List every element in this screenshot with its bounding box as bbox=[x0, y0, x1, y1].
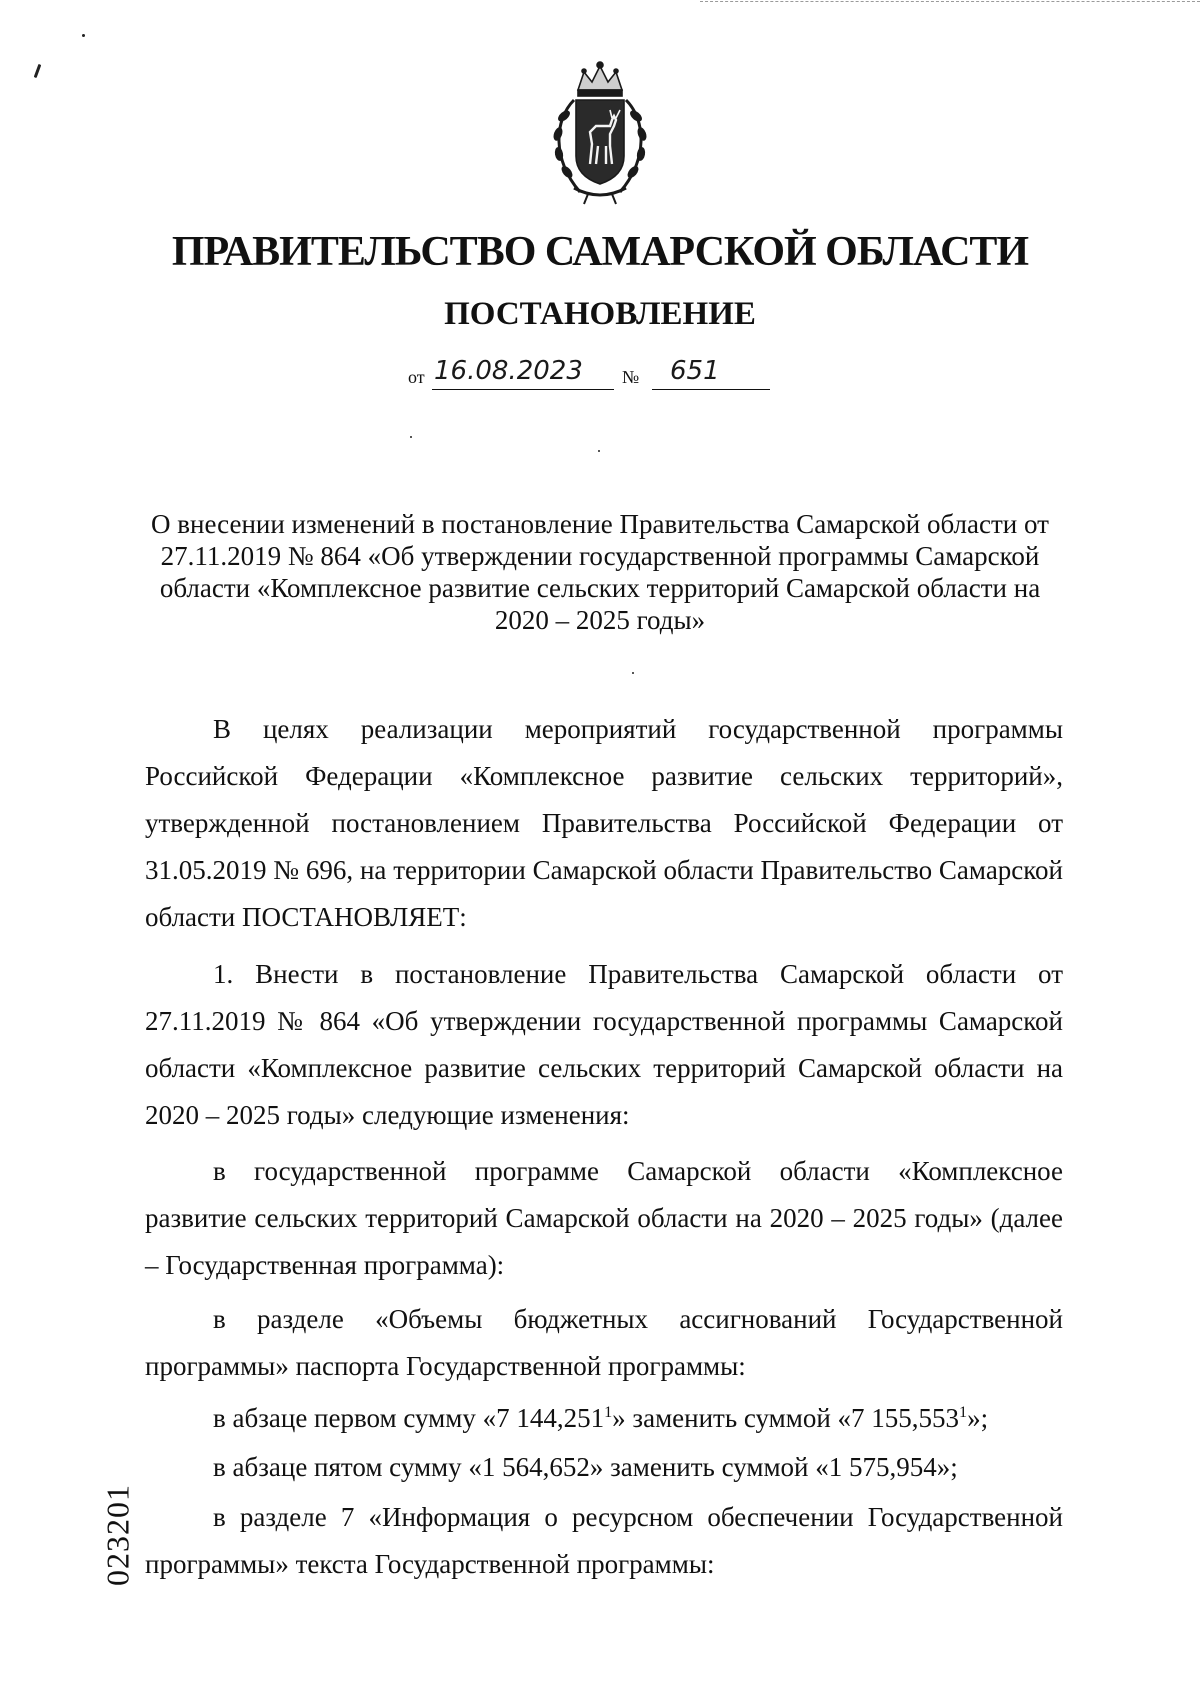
p5-text-middle: » заменить суммой «7 155,553 bbox=[612, 1403, 960, 1433]
date-prefix: от bbox=[408, 367, 425, 387]
date-value: 16.08.2023 bbox=[434, 356, 583, 386]
body-paragraph-5 bbox=[145, 1395, 1063, 1442]
scan-speck bbox=[410, 436, 412, 438]
p5-text-end: »; bbox=[967, 1403, 989, 1433]
scan-speck bbox=[82, 34, 85, 37]
serial-number-text: 023201 bbox=[99, 1484, 136, 1586]
scan-speck bbox=[34, 64, 42, 78]
number-underline bbox=[652, 389, 770, 390]
scan-edge-line bbox=[700, 1, 1200, 3]
body-paragraph-4: в разделе «Объемы бюджетных ассигнований Государственной программы» паспорта Государственной программы: bbox=[145, 1304, 1063, 1381]
body-paragraph-3: в государственной программе Самарской области «Комплексное развитие сельских территорий Самарской области на 2020 – 2025 годы» (далее – Государственная программа): bbox=[145, 1156, 1063, 1280]
body-paragraph-2: 1. Внести в постановление Правительства Самарской области от 27.11.2019 № 864 «Об утверждении государственной программы Самарской области «Комплексное развитие сельских территорий Самарской области на 2020 – 2025 годы» следующие изменения: bbox=[145, 959, 1063, 1130]
footnote-mark: 1 bbox=[959, 1403, 968, 1421]
document-subject: О внесении изменений в постановление Правительства Самарской области от 27.11.2019 № 864 «Об утверждении государственной программы Самарской области «Комплексное развитие сельских территорий Самарской области на 2020 – 2025 годы» bbox=[151, 509, 1049, 635]
body-paragraph-1: В целях реализации мероприятий государственной программы Российской Федерации «Комплексное развитие сельских территорий», утвержденной постановлением Правительства Российской Федерации от 31.05.2019 № 696, на территории Самарской области Правительство Самарской области ПОСТАНОВЛЯЕТ: bbox=[145, 714, 1063, 932]
samara-coat-of-arms-icon bbox=[540, 60, 660, 206]
p5-text-start: в абзаце первом сумму «7 144,251 bbox=[213, 1403, 605, 1433]
document-type: ПОСТАНОВЛЕНИЕ bbox=[444, 296, 756, 332]
footnote-mark: 1 bbox=[604, 1403, 613, 1421]
body-paragraph-6: в абзаце пятом сумму «1 564,652» заменить суммой «1 575,954»; bbox=[213, 1452, 958, 1482]
number-value: 651 bbox=[670, 356, 720, 386]
date-underline bbox=[432, 389, 614, 390]
scan-speck bbox=[598, 450, 600, 452]
form-serial-number bbox=[88, 1450, 148, 1620]
document-reference bbox=[408, 356, 808, 390]
number-prefix: № bbox=[622, 367, 640, 387]
organization-title: ПРАВИТЕЛЬСТВО САМАРСКОЙ ОБЛАСТИ bbox=[171, 229, 1029, 275]
body-paragraph-7: в разделе 7 «Информация о ресурсном обеспечении Государственной программы» текста Государственной программы: bbox=[145, 1502, 1063, 1579]
scan-speck bbox=[632, 672, 634, 674]
